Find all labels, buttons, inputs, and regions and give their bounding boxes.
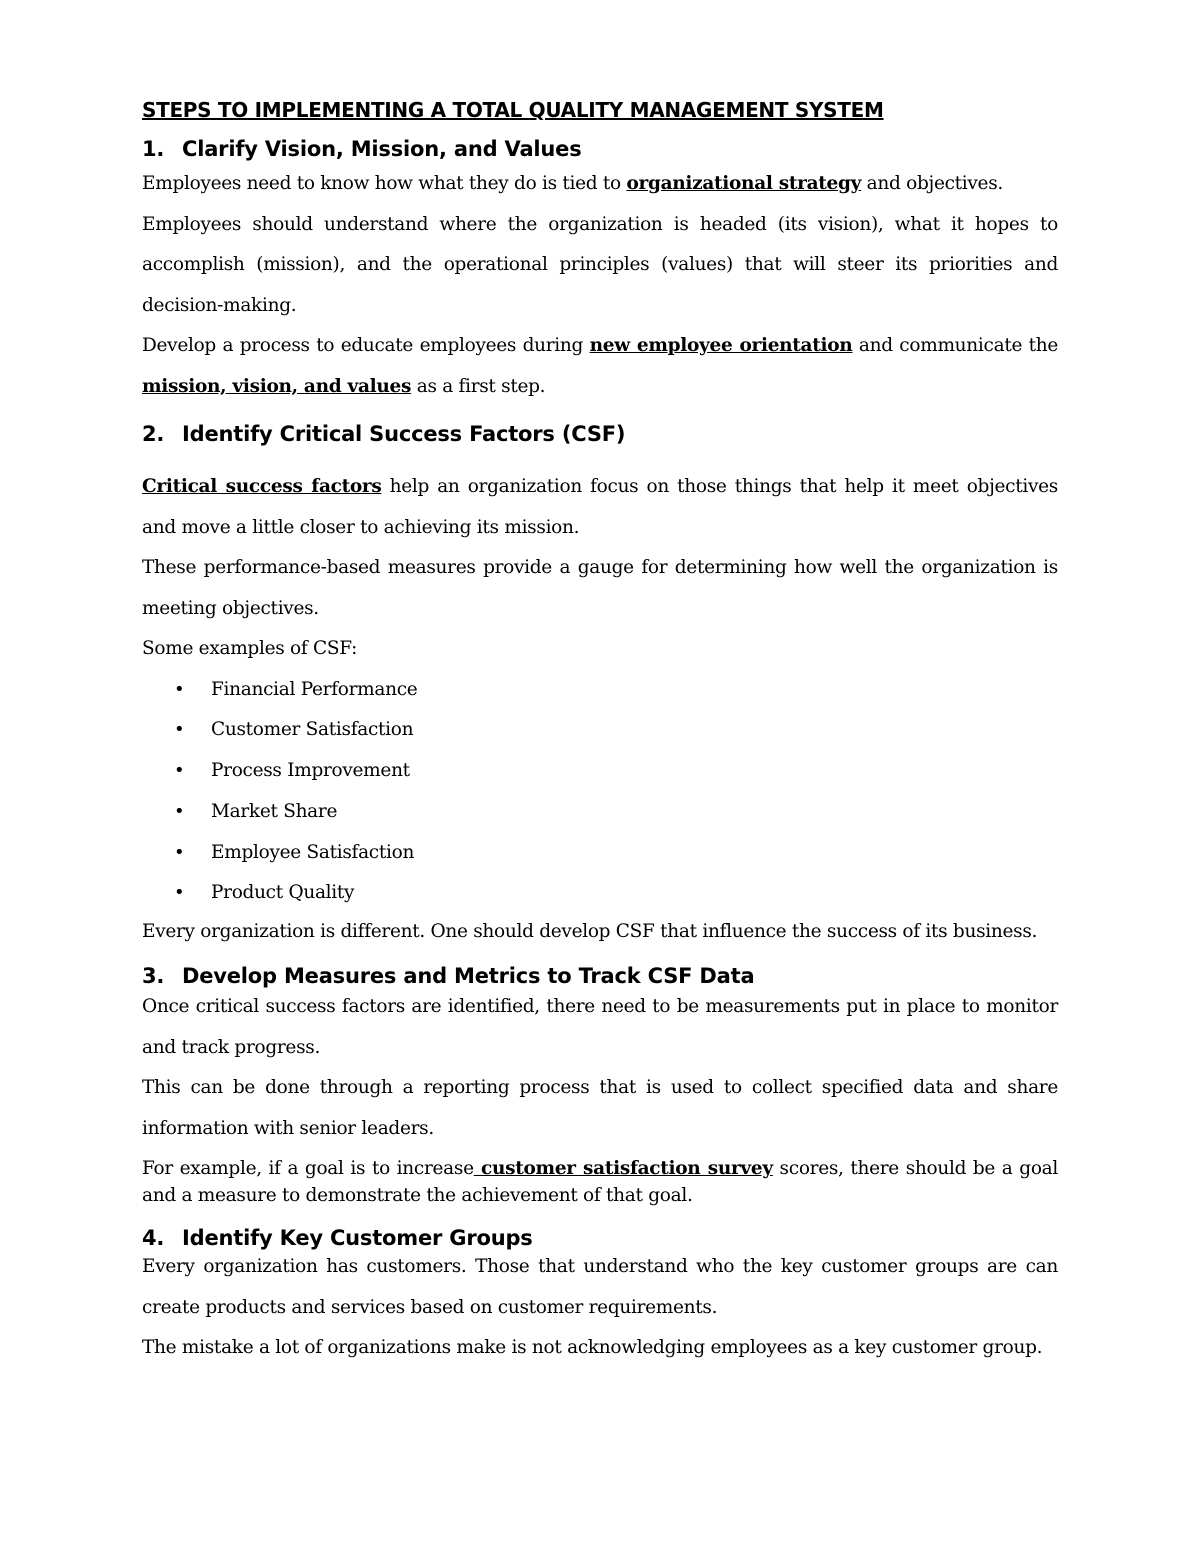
section-number: 2. [142, 422, 165, 446]
paragraph: Employees should understand where the organization is headed (its vision), what it hopes to accomplish (mission), and the operational principles (values) that will steer its priorities and decision-making. [142, 213, 1058, 316]
section-title: Identify Key Customer Groups [182, 1226, 533, 1251]
paragraph: These performance-based measures provide a gauge for determining how well the organization is meeting objectives. [142, 557, 1058, 619]
text-run: For example, if a goal is to increase [142, 1158, 474, 1180]
paragraph: This can be done through a reporting process that is used to collect specified data and share information with senior leaders. [142, 1077, 1058, 1139]
paragraph [142, 164, 1058, 205]
paragraph [142, 1155, 1058, 1209]
paragraph [142, 467, 1058, 548]
list-item [142, 792, 1058, 833]
section-title: Identify Critical Success Factors (CSF) [182, 422, 626, 446]
text-run: help an organization focus on those things that help it meet objectives and move a little closer to achieving its mission. [142, 476, 1058, 538]
section-title: Develop Measures and Metrics to Track CSF Data [182, 964, 755, 989]
section-number: 4. [142, 1226, 165, 1251]
link-customer-satisfaction-survey[interactable]: customer satisfaction survey [473, 1158, 773, 1180]
paragraph: Some examples of CSF: [142, 638, 358, 659]
list-item-label: Market Share [211, 800, 338, 822]
text-run: as a first step. [411, 375, 546, 397]
bullet-icon: • [174, 800, 185, 822]
list-item [142, 873, 1058, 914]
section-title: Clarify Vision, Mission, and Values [182, 137, 582, 161]
text-run: scores, there should be a goal and a measure to demonstrate the achievement of that goal. [142, 1158, 1059, 1207]
paragraph: Every organization is different. One should develop CSF that influence the success of its business. [142, 921, 1038, 943]
section-2-heading [142, 419, 1058, 449]
bullet-icon: • [174, 678, 185, 700]
section-1-heading [142, 134, 1058, 164]
paragraph: The mistake a lot of organizations make is not acknowledging employees as a key customer group. [142, 1337, 1043, 1359]
list-item-label: Process Improvement [211, 760, 410, 782]
text-run: Employees need to know how what they do is tied to [142, 173, 627, 194]
list-item [142, 710, 1058, 751]
list-item [142, 833, 1058, 874]
text-run: and objectives. [861, 173, 1003, 194]
link-organizational-strategy[interactable]: organizational strategy [626, 173, 862, 194]
bullet-icon: • [174, 719, 185, 741]
csf-examples-list [142, 670, 1058, 915]
section-number: 1. [142, 137, 165, 161]
paragraph: Every organization has customers. Those that understand who the key customer groups are can create products and services based on customer requirements. [142, 1256, 1058, 1318]
link-mission-vision-values[interactable]: mission, vision, and values [142, 375, 412, 397]
paragraph [142, 326, 1058, 407]
list-item-label: Employee Satisfaction [211, 841, 415, 863]
bullet-icon: • [174, 760, 185, 782]
document-title: STEPS TO IMPLEMENTING A TOTAL QUALITY MANAGEMENT SYSTEM [142, 98, 884, 122]
document-content [142, 96, 1058, 1369]
link-new-employee-orientation[interactable]: new employee orientation [589, 335, 853, 356]
bullet-icon: • [174, 882, 185, 904]
list-item-label: Financial Performance [211, 678, 418, 700]
list-item [142, 751, 1058, 792]
list-item [142, 670, 1058, 711]
paragraph: Once critical success factors are identified, there need to be measurements put in place to monitor and track progress. [142, 996, 1058, 1058]
link-critical-success-factors[interactable]: Critical success factors [142, 476, 382, 497]
list-item-label: Product Quality [211, 882, 355, 904]
text-run: and communicate the [852, 335, 1059, 356]
section-number: 3. [142, 964, 165, 989]
text-run: Develop a process to educate employees during [142, 335, 590, 356]
bullet-icon: • [174, 841, 185, 863]
list-item-label: Customer Satisfaction [211, 719, 414, 741]
